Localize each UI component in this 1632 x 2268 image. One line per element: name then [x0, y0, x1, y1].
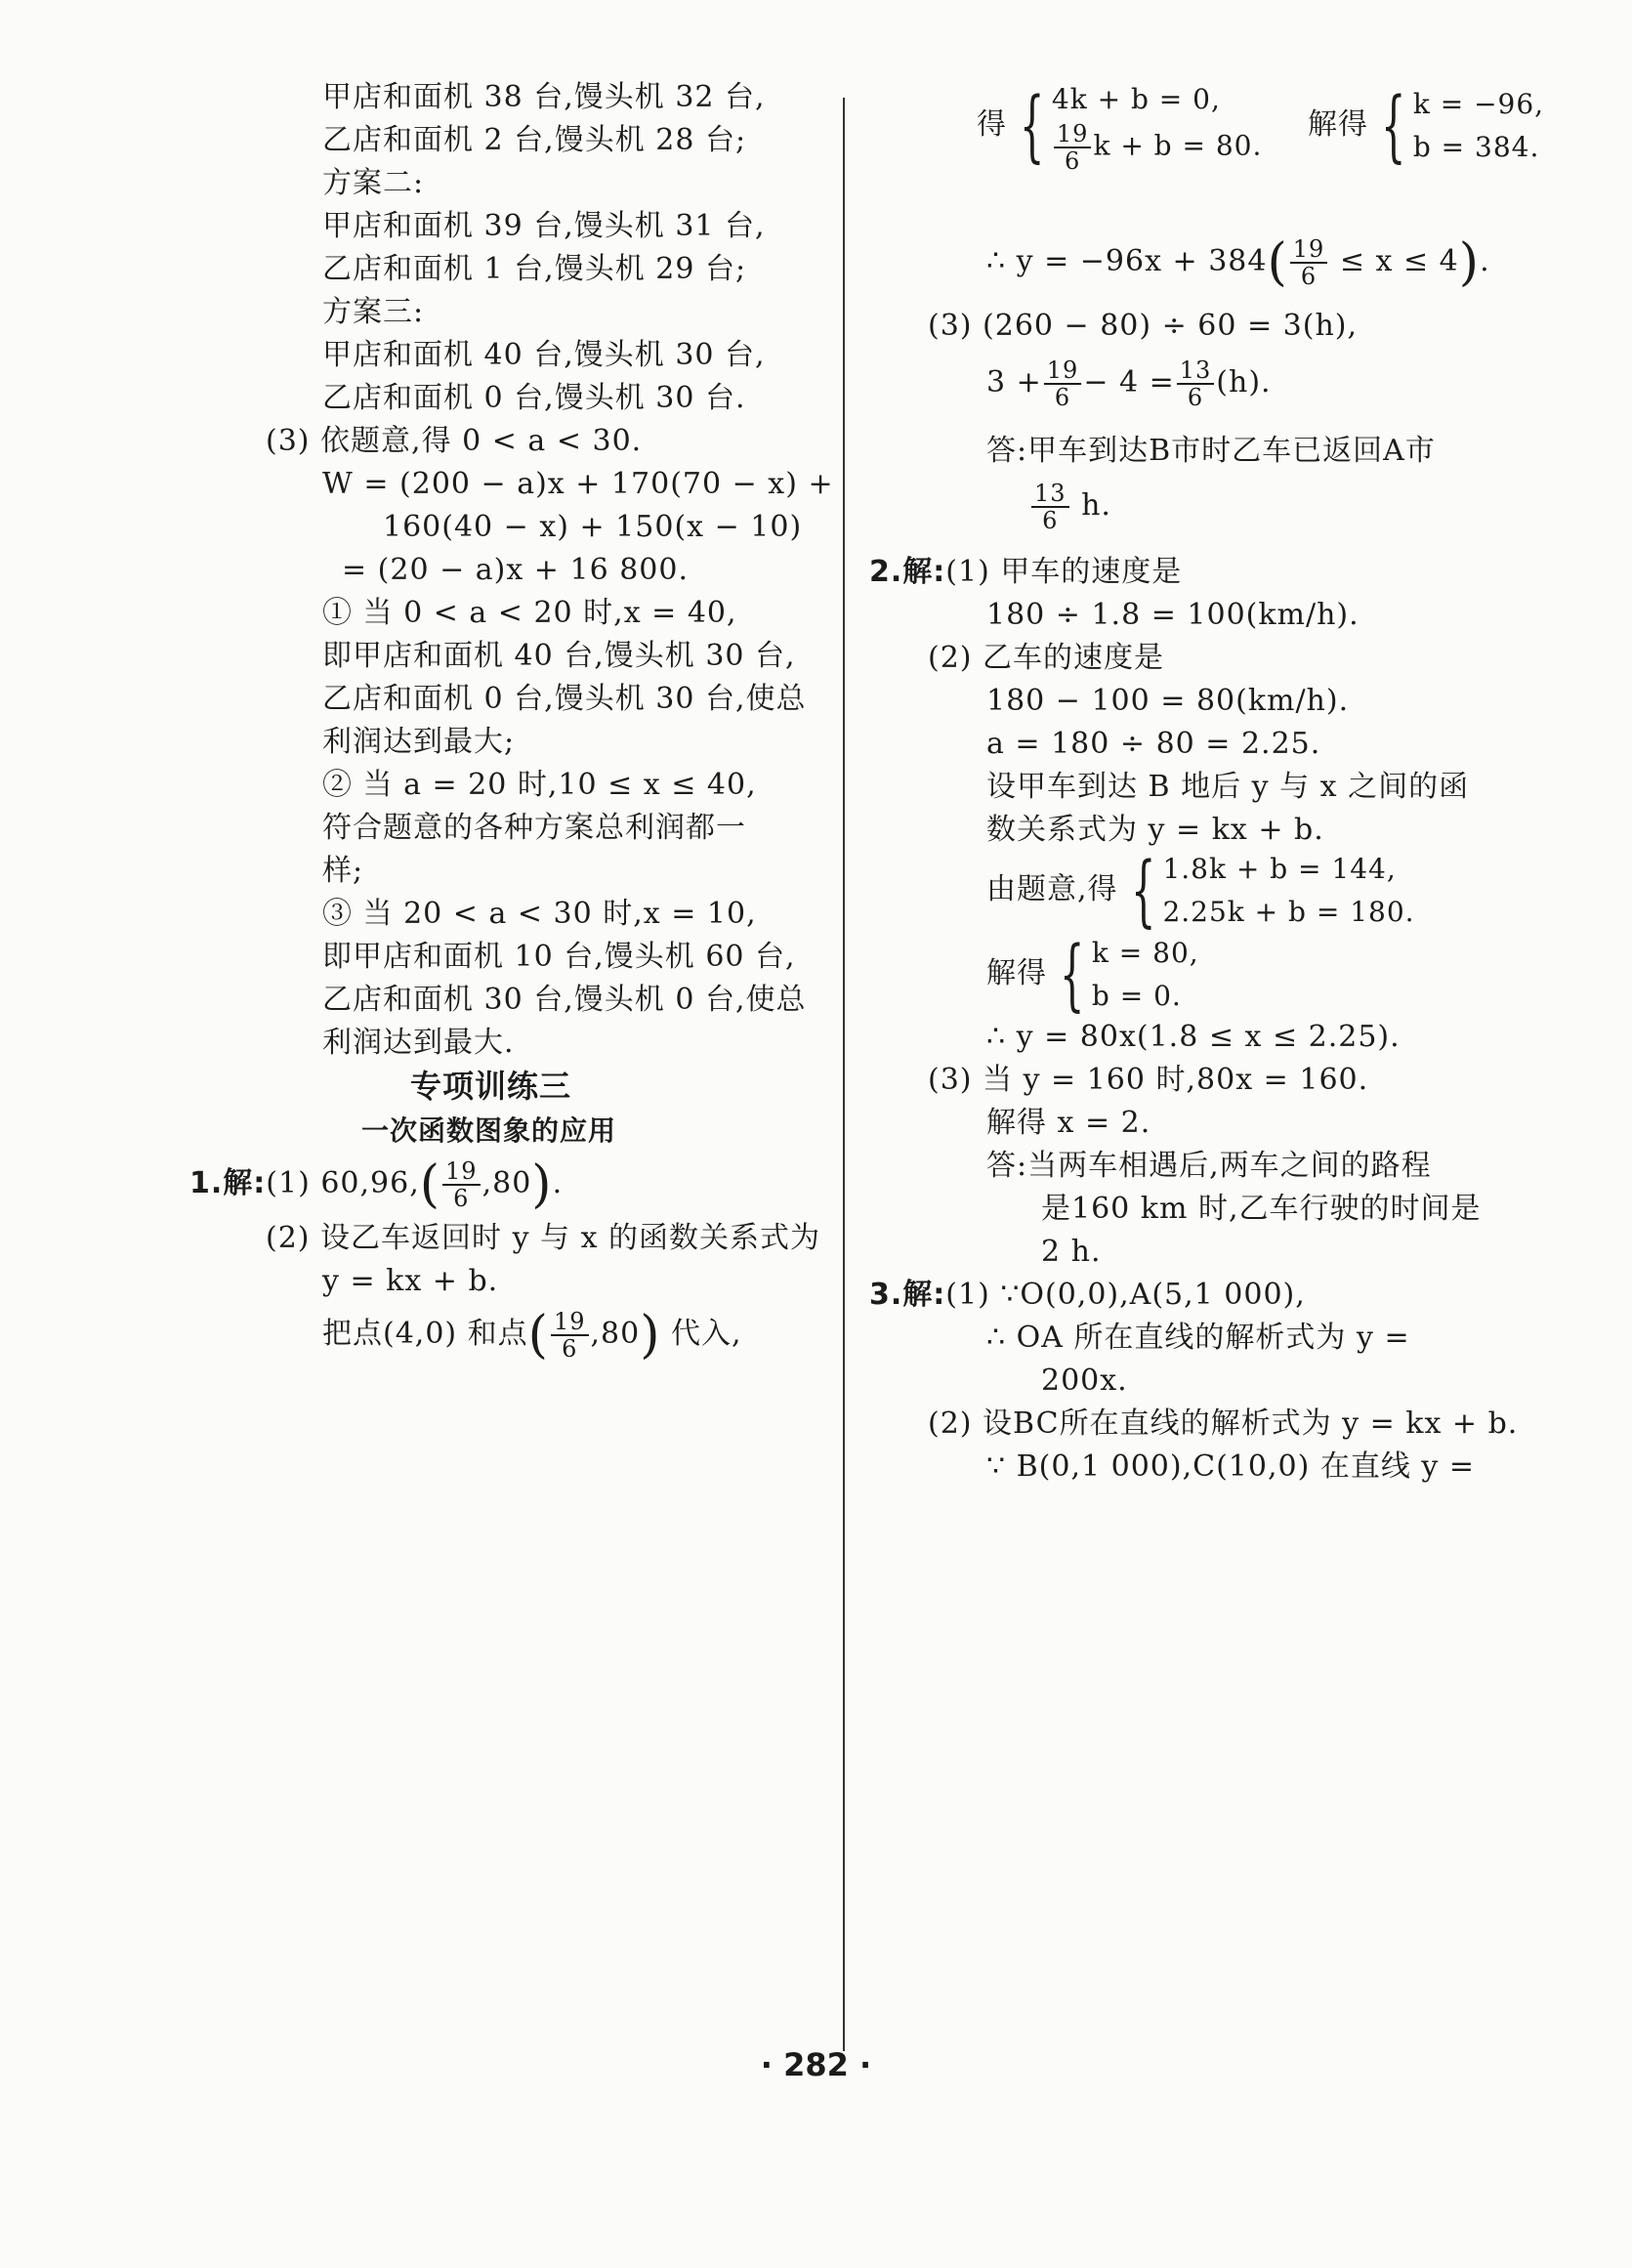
fraction: [1290, 236, 1328, 289]
text-line: ① 当 0 < a < 20 时,x = 40,: [322, 596, 737, 630]
text: (h).: [1216, 365, 1272, 399]
text-line: 数关系式为 y = kx + b.: [986, 813, 1324, 847]
fraction: [1031, 481, 1069, 533]
text-line: [986, 354, 1272, 412]
right-paren: ): [640, 1306, 661, 1365]
text-line: 方案二:: [322, 166, 425, 200]
text-line: 180 ÷ 1.8 = 100(km/h).: [986, 598, 1360, 632]
question-label: 2.解:: [869, 555, 946, 589]
equation: [1052, 121, 1263, 174]
left-paren: (: [527, 1306, 549, 1365]
numerator: 13: [1031, 481, 1069, 508]
text: 解得: [1307, 107, 1368, 142]
fraction: [1177, 357, 1215, 410]
left-brace: {: [1019, 80, 1045, 171]
equation: 4k + b = 0,: [1051, 83, 1221, 115]
left-paren: (: [419, 1155, 441, 1214]
section-heading: 专项训练三: [410, 1068, 572, 1105]
text-line: (3) 当 y = 160 时,80x = 160.: [928, 1063, 1369, 1097]
denominator: 6: [1065, 147, 1081, 175]
numerator: 13: [1177, 357, 1215, 385]
right-paren: ): [531, 1155, 553, 1214]
system-lines: [1162, 848, 1414, 934]
text-line: 2 h.: [1041, 1235, 1102, 1269]
text-line: (2) 设乙车返回时 y 与 x 的函数关系式为: [266, 1221, 821, 1255]
system-lines: [1052, 78, 1263, 174]
text: 得: [977, 107, 1007, 142]
equation: b = 0.: [1091, 980, 1182, 1012]
text-line: 样;: [322, 854, 364, 888]
equation: b = 384.: [1412, 131, 1540, 163]
numerator: 19: [1054, 121, 1092, 148]
denominator: 6: [1042, 507, 1059, 534]
text-line: 即甲店和面机 40 台,馒头机 30 台,: [322, 639, 796, 673]
text-line: 符合题意的各种方案总利润都一: [322, 811, 746, 845]
text-line: 乙店和面机 30 台,馒头机 0 台,使总: [322, 983, 807, 1017]
left-brace: {: [1130, 845, 1156, 936]
text-line: ∵ B(0,1 000),C(10,0) 在直线 y =: [986, 1449, 1475, 1484]
question-label: 1.解:: [189, 1166, 267, 1200]
equation: k = −96,: [1412, 88, 1545, 120]
question-3-line: [869, 1276, 1306, 1315]
fraction: [1054, 121, 1092, 174]
text-line: 是160 km 时,乙车行驶的时间是: [1041, 1192, 1482, 1226]
denominator: 6: [453, 1185, 470, 1212]
text: ,80: [590, 1317, 641, 1351]
text: 把点(4,0) 和点: [322, 1317, 528, 1351]
text-line: 答:当两车相遇后,两车之间的路程: [986, 1149, 1432, 1183]
text-line: 乙店和面机 0 台,馒头机 30 台.: [322, 381, 746, 415]
right-paren: ): [1458, 233, 1481, 292]
text-line: [986, 232, 1490, 291]
text: .: [552, 1166, 564, 1200]
text: ,80: [481, 1166, 532, 1200]
text-line: [322, 1305, 742, 1364]
text: 解得: [986, 956, 1047, 990]
text-line: 乙店和面机 0 台,馒头机 30 台,使总: [322, 682, 807, 716]
fraction: [1044, 357, 1082, 410]
text-line: ② 当 a = 20 时,10 ≤ x ≤ 40,: [322, 768, 757, 802]
text: − 4 =: [1083, 365, 1175, 399]
text-line: (2) 乙车的速度是: [928, 641, 1165, 675]
left-brace: {: [1059, 929, 1085, 1020]
text-line: (3) (260 − 80) ÷ 60 = 3(h),: [928, 309, 1359, 343]
text: (1) 甲车的速度是: [945, 555, 1183, 589]
left-brace: {: [1380, 80, 1406, 171]
text-line: 乙店和面机 1 台,馒头机 29 台;: [322, 252, 747, 286]
text-line: (3) 依题意,得 0 < a < 30.: [266, 424, 643, 458]
column-divider: [843, 98, 845, 2051]
left-paren: (: [1267, 233, 1288, 292]
question-1-part-1: [189, 1155, 563, 1213]
fraction: [442, 1158, 481, 1211]
text: 由题意,得: [986, 872, 1118, 906]
text: 代入,: [660, 1317, 742, 1351]
question-label: 3.解:: [869, 1278, 946, 1312]
text: (1) 60,96,: [266, 1166, 420, 1200]
text-line: 200x.: [1041, 1364, 1128, 1398]
text-line: y = kx + b.: [322, 1264, 499, 1298]
page-number: · 282 ·: [760, 2046, 872, 2083]
text-line: 甲店和面机 38 台,馒头机 32 台,: [322, 80, 766, 114]
question-2-line: [869, 553, 1182, 592]
section-subheading: 一次函数图象的应用: [361, 1114, 617, 1147]
denominator: 6: [1300, 263, 1318, 290]
text: .: [1480, 244, 1490, 278]
numerator: 19: [551, 1309, 589, 1336]
equation: k = 80,: [1091, 937, 1199, 969]
text-line: = (20 − a)x + 16 800.: [342, 553, 689, 587]
text: ≤ x ≤ 4: [1329, 244, 1459, 278]
text-line: 乙店和面机 2 台,馒头机 28 台;: [322, 123, 747, 157]
text: (1) ∵O(0,0),A(5,1 000),: [945, 1278, 1306, 1312]
denominator: 6: [562, 1335, 578, 1363]
equation: 1.8k + b = 144,: [1162, 853, 1397, 885]
equation: 2.25k + b = 180.: [1162, 896, 1415, 928]
text-line: 利润达到最大;: [322, 725, 516, 759]
text-line: 答:甲车到达B市时乙车已返回A市: [986, 434, 1436, 468]
denominator: 6: [1187, 384, 1204, 411]
equation-system-3: [986, 930, 1199, 1018]
text: k + b = 80.: [1093, 129, 1263, 162]
text: ∴ y = −96x + 384: [986, 244, 1268, 278]
text: h.: [1070, 488, 1111, 523]
text-line: 甲店和面机 39 台,馒头机 31 台,: [322, 209, 766, 243]
text-line: 解得 x = 2.: [986, 1106, 1151, 1140]
text-line: 即甲店和面机 10 台,馒头机 60 台,: [322, 940, 796, 974]
system-lines: [1413, 83, 1544, 169]
text-line: 利润达到最大.: [322, 1026, 515, 1060]
equation-system-2: [986, 846, 1415, 934]
text-line: a = 180 ÷ 80 = 2.25.: [986, 727, 1321, 761]
text-line: 160(40 − x) + 150(x − 10): [383, 510, 803, 544]
text-line: ∴ y = 80x(1.8 ≤ x ≤ 2.25).: [986, 1020, 1401, 1054]
denominator: 6: [1054, 384, 1071, 411]
text-line: 180 − 100 = 80(km/h).: [986, 684, 1350, 718]
text-line: ③ 当 20 < a < 30 时,x = 10,: [322, 897, 757, 931]
text-line: 设甲车到达 B 地后 y 与 x 之间的函: [986, 770, 1470, 804]
text: 3 +: [986, 365, 1042, 399]
equation-system-1: [977, 78, 1544, 174]
text-line: 方案三:: [322, 295, 425, 329]
text-line: W = (200 − a)x + 170(70 − x) +: [322, 467, 834, 501]
text-line: (2) 设BC所在直线的解析式为 y = kx + b.: [928, 1407, 1519, 1441]
text-line: ∴ OA 所在直线的解析式为 y =: [986, 1321, 1410, 1355]
text-line: [1029, 477, 1111, 535]
fraction: [551, 1309, 589, 1362]
numerator: 19: [1044, 357, 1082, 385]
numerator: 19: [1290, 236, 1328, 264]
system-lines: [1092, 932, 1199, 1018]
numerator: 19: [442, 1158, 481, 1186]
text-line: 甲店和面机 40 台,馒头机 30 台,: [322, 338, 766, 372]
